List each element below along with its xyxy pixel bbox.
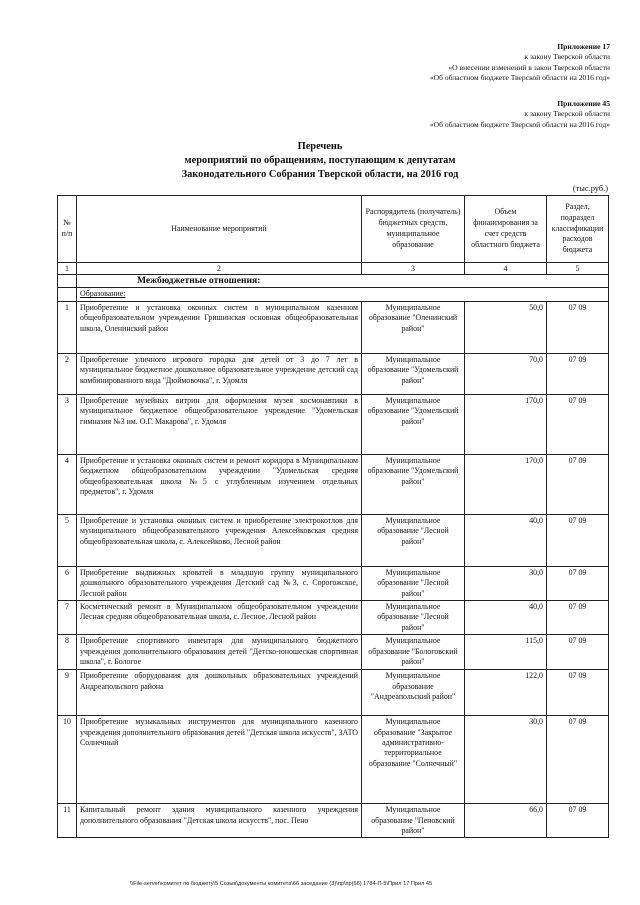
recipient-org: Муниципальное образование "Оленинский район" — [362, 301, 465, 353]
measure-name: Приобретение и установка оконных систем и приобретение электрокотлов для муниципального общеобразовательного учреждения Алексейковская средняя общеобразовательная школа, с. Алексейково, Лесной район — [77, 514, 362, 566]
recipient-org: Муниципальное образование "Удомельский район" — [362, 394, 465, 454]
funding-amount: 30,0 — [465, 716, 547, 804]
recipient-org: Муниципальное образование "Андреапольский район" — [362, 670, 465, 716]
budget-code: 07 09 — [547, 566, 609, 600]
section-label: Межбюджетные отношения: — [77, 275, 609, 288]
row-number: 6 — [58, 566, 77, 600]
budget-code: 07 09 — [547, 804, 609, 838]
measure-name: Приобретение спортивного инвентаря для муниципального бюджетного учреждения дополнительного образования детей "Детско-юношеская спортивная школа", г. Бологое — [77, 635, 362, 670]
recipient-org: Муниципальное образование "Лесной район" — [362, 601, 465, 635]
table-row — [58, 514, 609, 566]
title-line: Законодательного Собрания Тверской области, на 2016 год — [181, 169, 459, 180]
measure-name: Приобретение выдвижных кроватей в младшую группу муниципального дошкольного образовательного учреждения Детский сад №3, с. Сорогожское, Лесной район — [77, 566, 362, 600]
funding-amount: 115,0 — [465, 635, 547, 670]
units-label: (тыс.руб.) — [572, 184, 608, 193]
budget-code: 07 09 — [547, 670, 609, 716]
measure-name: Приобретение и установка оконных систем и ремонт коридора в Муниципальном бюджетном общеобразовательном учреждении "Удомельская средняя общеобразовательная школа №5 с углубленным изучением отдельных предметов", г. Удомля — [77, 454, 362, 514]
column-index: 4 — [465, 263, 547, 275]
column-index-row — [58, 263, 609, 275]
header-num: № п/п — [58, 196, 77, 263]
funding-amount: 70,0 — [465, 353, 547, 394]
budget-code: 07 09 — [547, 601, 609, 635]
budget-code: 07 09 — [547, 635, 609, 670]
funding-amount: 66,0 — [465, 804, 547, 838]
measure-name: Приобретение музыкальных инструментов для муниципального казенного учреждения дополнительного образования детей "Детская школа искусств", ЗАТО Солнечный — [77, 716, 362, 804]
budget-code: 07 09 — [547, 394, 609, 454]
row-number: 10 — [58, 716, 77, 804]
recipient-org: Муниципальное образование "Лесной район" — [362, 566, 465, 600]
appendix-45-header — [430, 99, 610, 130]
column-index: 2 — [77, 263, 362, 275]
measure-name: Косметический ремонт в Муниципальном общеобразовательном учреждении Лесная средняя общеобразовательная школа, с. Лесное, Лесной район — [77, 601, 362, 635]
appendix-17-header — [430, 42, 610, 84]
subsection-label: Образование: — [77, 288, 609, 301]
file-path-footer: \\File-server\комитет по бюджету\5 Созыв\документы комитета\66 заседание (3)\пр\пр(66) 1784-П-5\Прил 17 Прил 45 — [130, 881, 433, 887]
appendix-line: «О внесении изменений в закон Тверской области — [448, 62, 610, 72]
funding-amount: 30,0 — [465, 566, 547, 600]
table-header-row — [58, 196, 609, 263]
document-title — [0, 140, 640, 182]
measure-name: Капитальный ремонт здания муниципального казенного учреждения дополнительного образования "Детская школа искусств", пос. Пено — [77, 804, 362, 838]
table-row — [58, 394, 609, 454]
row-number: 5 — [58, 514, 77, 566]
funding-amount: 122,0 — [465, 670, 547, 716]
header-org: Распорядитель (получатель) бюджетных средств, муниципальное образование — [362, 196, 465, 263]
row-number: 7 — [58, 601, 77, 635]
recipient-org: Муниципальное образование "Бологовский район" — [362, 635, 465, 670]
funding-amount: 170,0 — [465, 454, 547, 514]
header-amount: Объем финансирования за счет средств областного бюджета — [465, 196, 547, 263]
budget-code: 07 09 — [547, 716, 609, 804]
row-number: 3 — [58, 394, 77, 454]
measure-name: Приобретение уличного игрового городка для детей от 3 до 7 лет в муниципальное бюджетное дошкольное образовательное учреждение детский сад комбинированного вида "Дюймовочка", г. Удомля — [77, 353, 362, 394]
header-name: Наименование мероприятий — [77, 196, 362, 263]
table-row — [58, 635, 609, 670]
table-row — [58, 716, 609, 804]
appendix-line: «Об областном бюджете Тверской области на 2016 год» — [429, 73, 610, 83]
budget-code: 07 09 — [547, 454, 609, 514]
row-number: 1 — [58, 301, 77, 353]
measure-name: Приобретение музейных витрин для оформления музея космонавтики в муниципальное бюджетное общеобразовательное учреждение "Удомельская гимназия №3 им. О.Г. Макарова", г. Удомля — [77, 394, 362, 454]
row-number: 2 — [58, 353, 77, 394]
table-row — [58, 566, 609, 600]
measure-name: Приобретение и установка оконных систем в муниципальном казенном общеобразовательном учреждении Гришинская основная общеобразовательная школа, Оленинский район — [77, 301, 362, 353]
appendix-line: к закону Тверской области — [524, 109, 610, 119]
appendix-line: «Об областном бюджете Тверской области на 2016 год» — [429, 119, 610, 129]
recipient-org: Муниципальное образование "Удомельский район" — [362, 353, 465, 394]
subsection-row — [58, 288, 609, 301]
appendix-heading: Приложение 45 — [557, 99, 610, 108]
table-row — [58, 353, 609, 394]
column-index: 1 — [58, 263, 77, 275]
appendix-heading: Приложение 17 — [557, 42, 610, 51]
appendix-line: к закону Тверской области — [524, 52, 610, 62]
row-number: 4 — [58, 454, 77, 514]
row-number: 8 — [58, 635, 77, 670]
column-index: 3 — [362, 263, 465, 275]
measure-name: Приобретение оборудования для дошкольных образовательных учреждений Андреапольского района — [77, 670, 362, 716]
title-line: мероприятий по обращениям, поступающим к депутатам — [184, 155, 456, 166]
section-row — [58, 275, 609, 288]
funding-amount: 170,0 — [465, 394, 547, 454]
row-number: 9 — [58, 670, 77, 716]
recipient-org: Муниципальное образование "Удомельский район" — [362, 454, 465, 514]
row-number: 11 — [58, 804, 77, 838]
table-row — [58, 804, 609, 838]
budget-code: 07 09 — [547, 353, 609, 394]
header-code: Раздел, подраздел классификации расходов бюджета — [547, 196, 609, 263]
budget-code: 07 09 — [547, 301, 609, 353]
table-row — [58, 670, 609, 716]
table-row — [58, 454, 609, 514]
budget-code: 07 09 — [547, 514, 609, 566]
recipient-org: Муниципальное образование "Лесной район" — [362, 514, 465, 566]
recipient-org: Муниципальное образование "Закрытое административно-территориальное образование "Солнечный" — [362, 716, 465, 804]
table-row — [58, 301, 609, 353]
column-index: 5 — [547, 263, 609, 275]
title-line: Перечень — [297, 141, 343, 152]
measures-table — [57, 195, 609, 838]
recipient-org: Муниципальное образование "Пеновский район" — [362, 804, 465, 838]
funding-amount: 40,0 — [465, 601, 547, 635]
funding-amount: 50,0 — [465, 301, 547, 353]
table-row — [58, 601, 609, 635]
funding-amount: 40,0 — [465, 514, 547, 566]
